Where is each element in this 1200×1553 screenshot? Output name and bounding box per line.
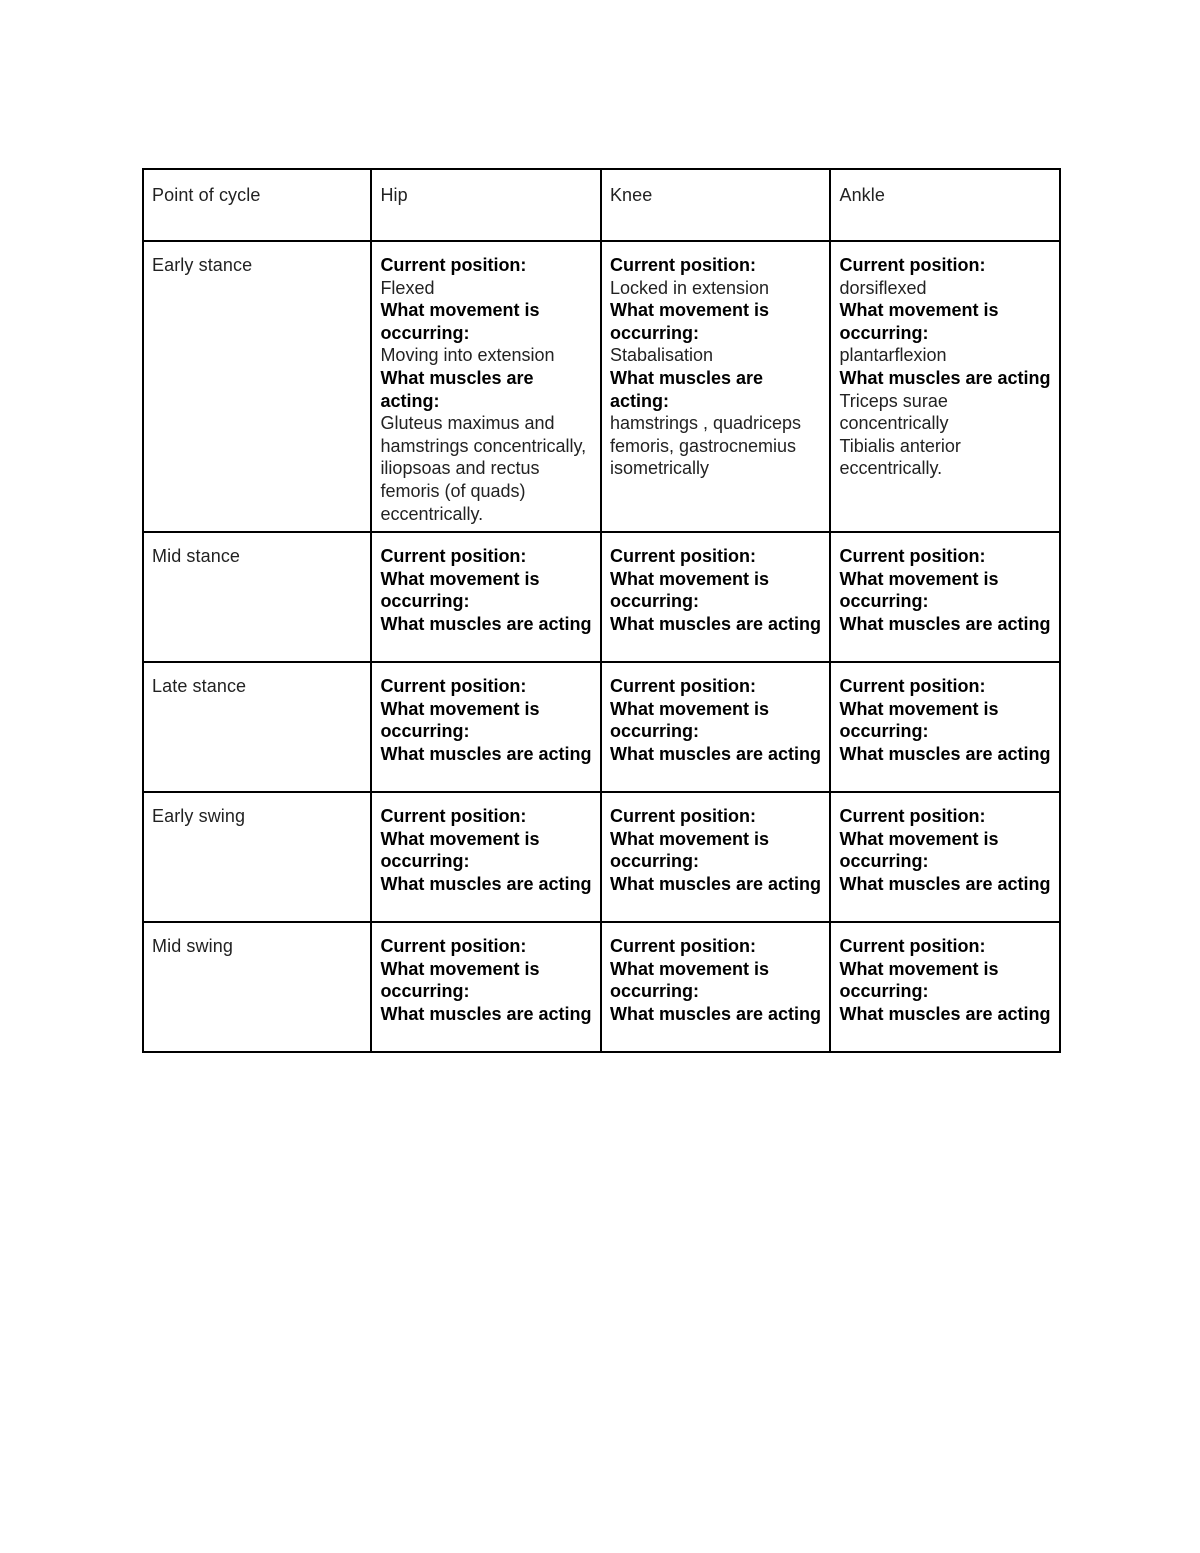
position-label: Current position: xyxy=(609,546,756,567)
movement-label: What movement is occurring: xyxy=(380,958,540,1002)
ankle-cell xyxy=(830,241,1060,532)
muscles-label: What muscles are acting xyxy=(839,743,1051,764)
muscles-label: What muscles are acting xyxy=(380,873,592,894)
movement-label: What movement is occurring: xyxy=(380,698,540,742)
header-point-of-cycle-text: Point of cycle xyxy=(152,185,261,205)
hip-cell xyxy=(371,662,601,792)
movement-value: plantarflexion xyxy=(839,345,947,366)
muscles-label: What muscles are acting xyxy=(839,613,1051,634)
phase-cell xyxy=(143,792,371,922)
movement-value: Moving into extension xyxy=(380,345,555,366)
table-row xyxy=(143,922,1060,1052)
movement-label: What movement is occurring: xyxy=(839,568,999,612)
movement-label: What movement is occurring: xyxy=(839,300,999,343)
position-value: dorsiflexed xyxy=(839,277,927,298)
phase-label: Early stance xyxy=(152,255,253,275)
phase-cell xyxy=(143,241,371,532)
table-header-row xyxy=(143,169,1060,241)
muscles-label: What muscles are acting xyxy=(380,743,592,764)
ankle-cell xyxy=(830,532,1060,662)
muscles-label: What muscles are acting xyxy=(839,873,1051,894)
position-label: Current position: xyxy=(609,936,756,957)
muscles-label: What muscles are acting xyxy=(609,743,822,764)
header-ankle-text: Ankle xyxy=(839,185,885,205)
muscles-label: What muscles are acting xyxy=(380,1003,592,1024)
header-hip xyxy=(371,169,601,241)
position-label: Current position: xyxy=(380,936,527,957)
position-label: Current position: xyxy=(839,546,986,567)
muscles-label: What muscles are acting xyxy=(839,367,1051,388)
knee-cell xyxy=(601,532,831,662)
phase-label: Late stance xyxy=(152,676,247,697)
hip-cell xyxy=(371,241,601,532)
muscles-label: What muscles are acting xyxy=(839,1003,1051,1024)
muscles-label: What muscles are acting: xyxy=(380,367,534,411)
phase-label: Early swing xyxy=(152,806,246,827)
movement-label: What movement is occurring: xyxy=(609,568,769,612)
position-label: Current position: xyxy=(839,676,986,697)
position-label: Current position: xyxy=(839,936,986,957)
hip-cell xyxy=(371,792,601,922)
movement-label: What movement is occurring: xyxy=(380,828,540,872)
hip-cell xyxy=(371,532,601,662)
ankle-cell xyxy=(830,792,1060,922)
movement-label: What movement is occurring: xyxy=(609,698,769,742)
position-label: Current position: xyxy=(839,255,986,275)
movement-label: What movement is occurring: xyxy=(839,958,999,1002)
movement-value: Stabalisation xyxy=(609,345,714,366)
table-row xyxy=(143,532,1060,662)
table-row xyxy=(143,662,1060,792)
phase-cell xyxy=(143,662,371,792)
movement-label: What movement is occurring: xyxy=(609,300,769,343)
position-label: Current position: xyxy=(839,806,986,827)
movement-label: What movement is occurring: xyxy=(380,568,540,612)
header-hip-text: Hip xyxy=(380,185,408,205)
muscles-label: What muscles are acting: xyxy=(609,367,764,411)
position-label: Current position: xyxy=(609,806,756,827)
muscles-label: What muscles are acting xyxy=(609,613,822,634)
table-row xyxy=(143,241,1060,532)
position-label: Current position: xyxy=(380,676,527,697)
position-label: Current position: xyxy=(609,676,756,697)
phase-cell xyxy=(143,922,371,1052)
hip-cell xyxy=(371,922,601,1052)
phase-label: Mid stance xyxy=(152,546,241,567)
movement-label: What movement is occurring: xyxy=(609,958,769,1002)
phase-cell xyxy=(143,532,371,662)
position-label: Current position: xyxy=(380,255,527,275)
muscles-value-line1: Triceps surae concentrically xyxy=(839,390,949,434)
movement-label: What movement is occurring: xyxy=(380,300,540,343)
ankle-cell xyxy=(830,922,1060,1052)
muscles-label: What muscles are acting xyxy=(380,613,592,634)
knee-cell xyxy=(601,922,831,1052)
header-point-of-cycle xyxy=(143,169,371,241)
muscles-value: Gluteus maximus and hamstrings concentrically, iliopsoas and rectus femoris (of quads) eccentrically. xyxy=(380,413,587,524)
header-ankle xyxy=(830,169,1060,241)
header-knee-text: Knee xyxy=(609,185,653,205)
muscles-value-line2: Tibialis anterior eccentrically. xyxy=(839,435,961,479)
muscles-value: hamstrings , quadriceps femoris, gastrocnemius isometrically xyxy=(609,413,802,479)
header-knee xyxy=(601,169,831,241)
gait-cycle-table xyxy=(142,168,1061,1053)
knee-cell xyxy=(601,662,831,792)
position-value: Flexed xyxy=(380,277,435,298)
muscles-label: What muscles are acting xyxy=(609,873,822,894)
movement-label: What movement is occurring: xyxy=(839,698,999,742)
phase-label: Mid swing xyxy=(152,936,233,957)
movement-label: What movement is occurring: xyxy=(609,828,769,872)
position-label: Current position: xyxy=(380,806,527,827)
knee-cell xyxy=(601,241,831,532)
ankle-cell xyxy=(830,662,1060,792)
movement-label: What movement is occurring: xyxy=(839,828,999,872)
position-value: Locked in extension xyxy=(609,277,770,298)
muscles-label: What muscles are acting xyxy=(609,1003,822,1024)
position-label: Current position: xyxy=(380,546,527,567)
knee-cell xyxy=(601,792,831,922)
position-label: Current position: xyxy=(609,255,756,275)
table-row xyxy=(143,792,1060,922)
